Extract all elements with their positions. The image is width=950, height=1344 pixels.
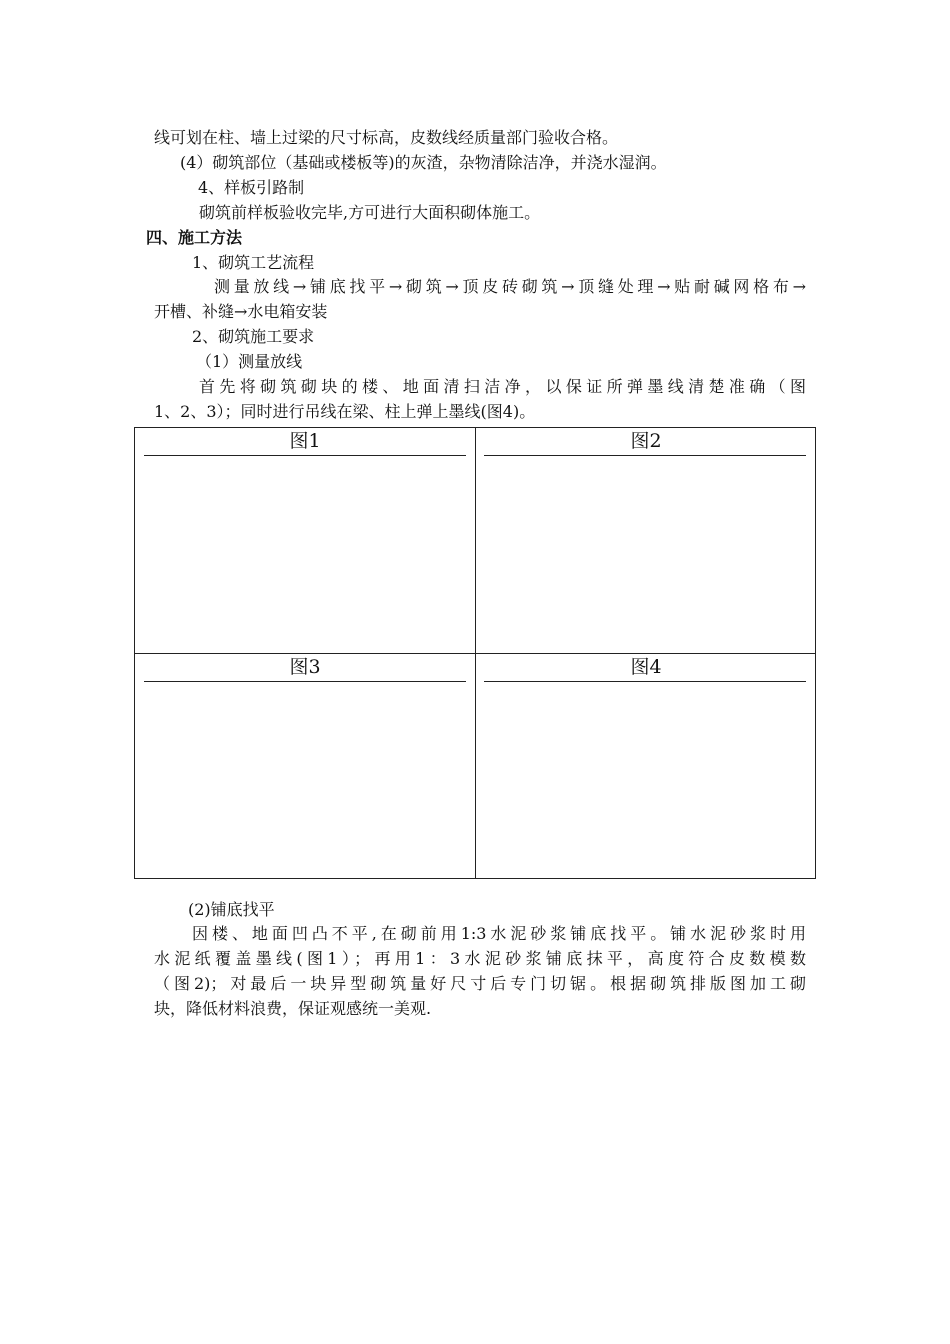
text-line: （1）测量放线 (196, 352, 303, 371)
text-line: 测量放线→铺底找平→砌筑→顶皮砖砌筑→顶缝处理→贴耐碱网格布→ (214, 277, 806, 296)
section-heading: 四、施工方法 (146, 228, 243, 247)
text-line: 1、砌筑工艺流程 (192, 253, 315, 272)
figure-caption: 图2 (630, 430, 662, 452)
text-line: 线可划在柱、墙上过梁的尺寸标高，皮数线经质量部门验收合格。 (154, 128, 619, 147)
text-line: 水泥纸覆盖墨线(图1）；再用1：3水泥砂浆铺底抹平，高度符合皮数模数 (154, 949, 806, 968)
text-line: 4、样板引路制 (198, 178, 305, 197)
text-line: (4）砌筑部位（基础或楼板等)的灰渣，杂物清除洁净，并浇水湿润。 (180, 153, 667, 172)
text-line: 块，降低材料浪费，保证观感统一美观. (154, 999, 432, 1018)
caption-underline (484, 455, 806, 456)
figure-table (134, 427, 816, 879)
caption-underline (144, 681, 466, 682)
text-line: 因楼、地面凹凸不平,在砌前用1:3水泥砂浆铺底找平。铺水泥砂浆时用 (192, 924, 806, 943)
text-line: 2、砌筑施工要求 (192, 327, 315, 346)
text-line: (2)铺底找平 (188, 900, 275, 919)
text-line: （图2)；对最后一块异型砌筑量好尺寸后专门切锯。根据砌筑排版图加工砌 (154, 974, 806, 993)
figure-cell-4 (476, 654, 816, 879)
figure-caption: 图3 (289, 656, 321, 678)
text-line: 开槽、补缝→水电箱安装 (154, 302, 328, 321)
figure-caption: 图1 (289, 430, 321, 452)
text-line: 首先将砌筑砌块的楼、地面清扫洁净，以保证所弹墨线清楚准确（图 (199, 377, 806, 396)
figure-caption: 图4 (630, 656, 662, 678)
figure-cell-1 (135, 428, 475, 653)
figure-cell-3 (135, 654, 475, 879)
text-line: 1、2、3）；同时进行吊线在梁、柱上弹上墨线(图4)。 (154, 402, 536, 421)
caption-underline (484, 681, 806, 682)
caption-underline (144, 455, 466, 456)
text-line: 砌筑前样板验收完毕,方可进行大面积砌体施工。 (199, 203, 541, 222)
figure-cell-2 (476, 428, 816, 653)
